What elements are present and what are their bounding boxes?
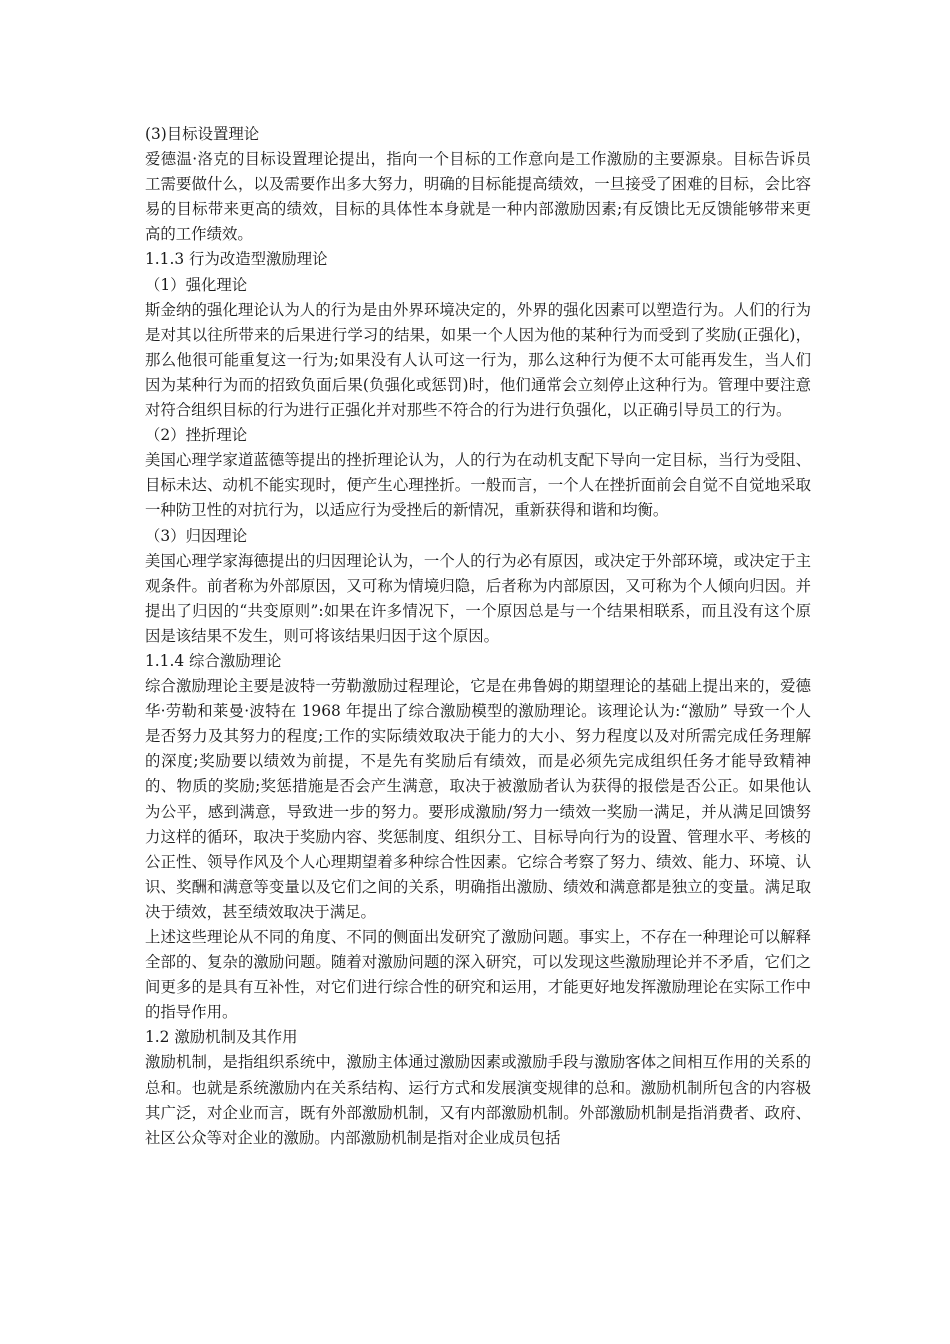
- paragraph-frustration: 美国心理学家道蓝德等提出的挫折理论认为，人的行为在动机支配下导向一定目标，当行为受阻、目标未达、动机不能实现时，便产生心理挫折。一般而言，一个人在挫折面前会自觉不自觉地采取一种防卫性的对抗行为，以适应行为受挫后的新情况，重新获得和谐和均衡。: [145, 451, 811, 520]
- paragraph-goal-setting: 爱德温·洛克的目标设置理论提出，指向一个目标的工作意向是工作激励的主要源泉。目标告诉员工需要做什么，以及需要作出多大努力，明确的目标能提高绩效，一旦接受了困难的目标，会比容易的目标带来更高的绩效，目标的具体性本身就是一种内部激励因素;有反馈比无反馈能够带来更高的工作绩效。: [145, 150, 811, 244]
- paragraph-reinforcement: 斯金纳的强化理论认为人的行为是由外界环境决定的，外界的强化因素可以塑造行为。人们的行为是对其以往所带来的后果进行学习的结果，如果一个人因为他的某种行为而受到了奖励(正强化)，那么他很可能重复这一行为;如果没有人认可这一行为，那么这种行为便不太可能再发生，当人们因为某种行为而的招致负面后果(负强化或惩罚)时，他们通常会立刻停止这种行为。管理中要注意对符合组织目标的行为进行正强化并对那些不符合的行为进行负强化，以正确引导员工的行为。: [145, 300, 811, 420]
- section-heading-1-1-4: 1.1.4 综合激励理论: [145, 651, 282, 670]
- section-heading-1-2: 1.2 激励机制及其作用: [145, 1028, 298, 1047]
- subheading-frustration: （2）挫折理论: [145, 426, 248, 445]
- subheading-reinforcement: （1）强化理论: [145, 275, 248, 294]
- section-heading-1-1-3: 1.1.3 行为改造型激励理论: [145, 250, 328, 269]
- paragraph-mechanism: 激励机制，是指组织系统中，激励主体通过激励因素或激励手段与激励客体之间相互作用的关系的总和。也就是系统激励内在关系结构、运行方式和发展演变规律的总和。激励机制所包含的内容极其广泛，对企业而言，既有外部激励机制，又有内部激励机制。外部激励机制是指消费者、政府、社区公众等对企业的激励。内部激励机制是指对企业成员包括: [145, 1053, 811, 1147]
- paragraph-summary: 上述这些理论从不同的角度、不同的侧面出发研究了激励问题。事实上，不存在一种理论可以解释全部的、复杂的激励问题。随着对激励问题的深入研究，可以发现这些激励理论并不矛盾，它们之间更多的是具有互补性，对它们进行综合性的研究和运用，才能更好地发挥激励理论在实际工作中的指导作用。: [145, 928, 811, 1022]
- paragraph-comprehensive: 综合激励理论主要是波特一劳勒激励过程理论，它是在弗鲁姆的期望理论的基础上提出来的，爱德华·劳勒和莱曼·波特在 1968 年提出了综合激励模型的激励理论。该理论认为:“激励” 导致一个人是否努力及其努力的程度;工作的实际绩效取决于能力的大小、努力程度以及对所需完成任务理解的深度;奖励要以绩效为前提，不是先有奖励后有绩效，而是必须先完成组织任务才能导致精神的、物质的奖励;奖惩措施是否会产生满意，取决于被激励者认为获得的报偿是否公正。如果他认为公平，感到满意，导致进一步的努力。要形成激励/努力一绩效一奖励一满足，并从满足回馈努力这样的循环，取决于奖励内容、奖惩制度、组织分工、目标导向行为的设置、管理水平、考核的公正性、领导作风及个人心理期望着多种综合性因素。它综合考察了努力、绩效、能力、环境、认识、奖酬和满意等变量以及它们之间的关系，明确指出激励、绩效和满意都是独立的变量。满足取决于绩效，甚至绩效取决于满足。: [145, 677, 811, 921]
- subheading-attribution: （3）归因理论: [145, 526, 248, 545]
- section-heading-goal-setting: (3)目标设置理论: [145, 125, 260, 143]
- document-page: [145, 122, 811, 1151]
- paragraph-attribution: 美国心理学家海德提出的归因理论认为，一个人的行为必有原因，或决定于外部环境，或决定于主观条件。前者称为外部原因，又可称为情境归隐，后者称为内部原因，又可称为个人倾向归因。并提出了归因的“共变原则”:如果在许多情况下，一个原因总是与一个结果相联系，而且没有这个原因是该结果不发生，则可将该结果归因于这个原因。: [145, 551, 811, 645]
